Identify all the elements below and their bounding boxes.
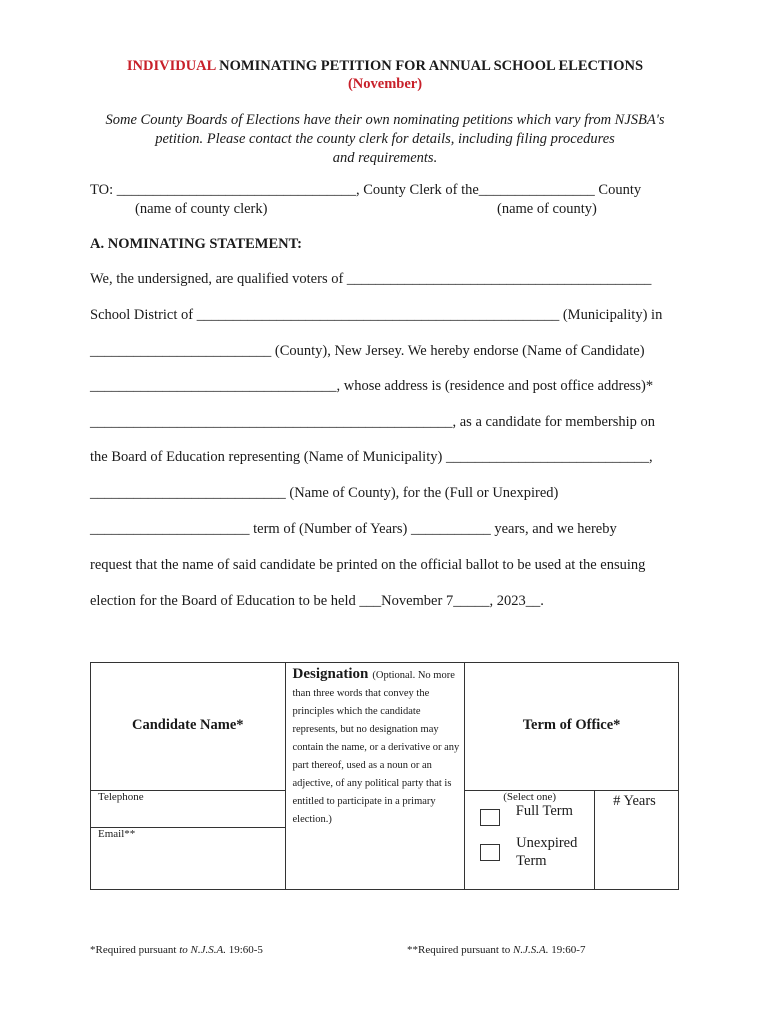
footnote-right-statute: N.J.S.A. [513,944,549,956]
unexpired-term-checkbox[interactable] [480,844,500,861]
unexpired-term-option[interactable] [465,834,594,870]
designation-description [286,663,465,827]
select-one-label: (Select one) [503,791,557,803]
designation-cell[interactable] [285,663,465,890]
clerk-hint: (name of county clerk) [135,201,268,217]
email-field[interactable] [91,828,286,890]
unexpired-term-label-line: Unexpired [516,835,578,851]
petition-title [0,58,770,75]
unexpired-term-label-line: Term [516,853,547,869]
to-line: TO: _________________________________, County Clerk of the________________ County [90,182,642,198]
county-hint: (name of county) [497,201,597,217]
election-prefix: election for the Board of Education to be held [90,593,360,609]
notice-line: petition. Please contact the county clerk for details, including filing procedures [155,131,615,147]
notice-line: and requirements. [332,150,438,166]
notice-line: Some County Boards of Elections have their own nominating petitions which vary from NJSBA's [105,112,665,128]
election-year: 2023__ [496,593,541,609]
title-individual: INDIVIDUAL [126,58,216,74]
statement-line: the Board of Education representing (Name of Municipality) ____________________________, [90,449,653,465]
title-text: NOMINATING PETITION FOR ANNUAL SCHOOL ELECTIONS [219,58,644,74]
candidate-name-header [91,663,286,791]
designation-title: Designation [292,666,369,682]
full-term-option[interactable] [465,802,594,826]
footnote-right-suffix: 19:60-7 [548,944,586,956]
section-a-heading: A. NOMINATING STATEMENT: [90,236,303,252]
footnote-right-prefix: **Required pursuant to [407,944,514,956]
footnote-left-prefix: *Required pursuant [90,944,180,956]
statement-line: School District of __________________________________________________ (Municipality) in [90,307,663,323]
email-label: Email** [98,828,136,840]
telephone-field[interactable] [91,791,286,828]
election-end: . [540,593,544,609]
notice-paragraph [70,111,700,168]
statement-line: request that the name of said candidate be printed on the official ballot to be used at the ensuing [90,557,646,573]
candidate-name-label: Candidate Name* [131,717,244,733]
term-select-cell [465,791,595,890]
petition-subtitle: (November) [347,76,423,92]
footnote-left [90,944,263,956]
years-label: # Years [613,793,656,809]
statement-line: __________________________________________________, as a candidate for membership on [90,414,656,430]
footnote-left-statute: to N.J.S.A. [179,944,226,956]
statement-line: ______________________ term of (Number of Years) ___________ years, and we hereby [90,521,617,537]
statement-line: ___________________________ (Name of County), for the (Full or Unexpired) [90,485,559,501]
election-date: ___November 7_____ [359,593,490,609]
candidate-table [90,662,679,890]
footnote-right [407,944,585,956]
years-field[interactable] [595,791,679,890]
unexpired-term-label [516,834,594,870]
designation-text: (Optional. No more than three words that convey the principles which the candidate represents, but no designation may contain the name, or a derivative or any part thereof, used as a noun or an adjective, of any political party that is entitled to participate in a primary election.) [292,670,460,825]
footnote-left-suffix: 19:60-5 [225,944,263,956]
election-line [90,593,544,610]
election-sep: , [489,593,497,609]
statement-line: We, the undersigned, are qualified voters of __________________________________________ [90,271,652,287]
full-term-checkbox[interactable] [480,809,500,826]
statement-line: __________________________________, whose address is (residence and post office address)* [90,378,654,394]
telephone-label: Telephone [98,791,144,803]
term-of-office-header [465,663,679,791]
term-of-office-label: Term of Office* [522,717,621,733]
full-term-label: Full Term [515,802,573,819]
statement-line: _________________________ (County), New Jersey. We hereby endorse (Name of Candidate) [90,343,645,359]
